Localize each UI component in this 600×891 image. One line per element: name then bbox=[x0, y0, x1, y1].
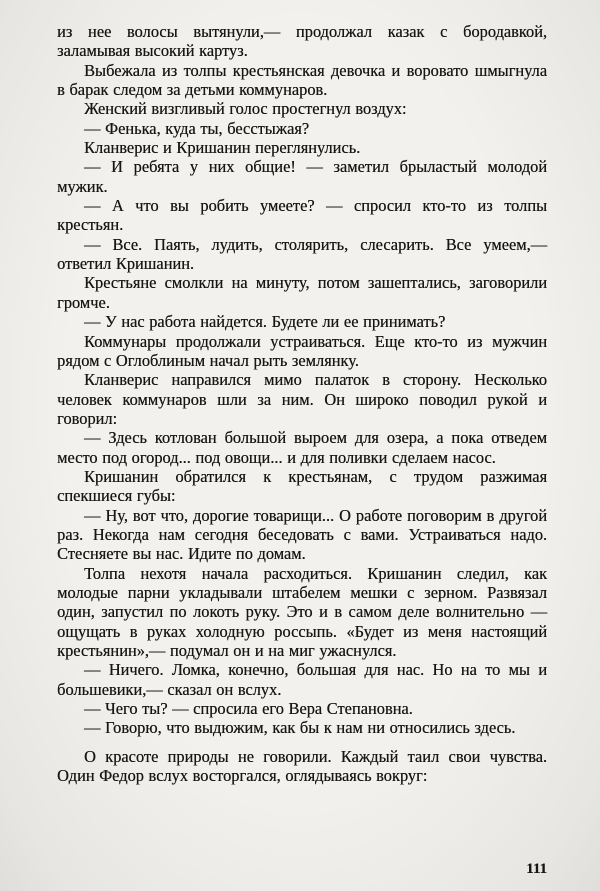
paragraph: — Фенька, куда ты, бесстыжая? bbox=[84, 118, 310, 138]
paragraph: из нее волосы вытянули,— продолжал казак с бородавкой, заламывая высокий картуз. bbox=[57, 22, 547, 61]
paragraph: Толпа нехотя начала расходиться. Кришанин следил, как молодые парни укладывали штабелем мешки с зерном. Развязал один, запустил по локоть руку. Это и в самом деле волнительно — ощущать в руках холодную россыпь. «Будет из меня настоящий крестьянин»,— подумал он и на миг ужаснулся. bbox=[57, 563, 547, 660]
text-block bbox=[57, 22, 547, 785]
paragraph: — У нас работа найдется. Будете ли ее принимать? bbox=[84, 312, 446, 332]
paragraph: Кланверис направился мимо палаток в сторону. Несколько человек коммунаров шли за ним. Он широко поводил рукой и говорил: bbox=[57, 370, 547, 428]
paragraph: Женский визгливый голос простегнул воздух: bbox=[84, 99, 407, 119]
paragraph: — Все. Паять, лудить, столярить, слесарить. Все умеем,— ответил Кришанин. bbox=[57, 234, 547, 274]
paragraph: — Чего ты? — спросила его Вера Степановна. bbox=[84, 699, 413, 719]
paragraph: Коммунары продолжали устраиваться. Еще кто-то из мужчин рядом с Оглоблиным начал рыть землянку. bbox=[57, 331, 547, 370]
paragraph: Крестьяне смолкли на минуту, потом зашептались, заговорили громче. bbox=[57, 273, 547, 312]
paragraph: — Здесь котлован большой выроем для озера, а пока отведем место под огород... под овощи... и для поливки сделаем насос. bbox=[57, 428, 547, 467]
page-number: 111 bbox=[526, 861, 547, 877]
paragraph: О красоте природы не говорили. Каждый таил свои чувства. Один Федор вслух восторгался, оглядываясь вокруг: bbox=[57, 746, 547, 786]
paragraph: — А что вы робить умеете? — спросил кто-то из толпы крестьян. bbox=[57, 196, 547, 235]
paragraph: Кланверис и Кришанин переглянулись. bbox=[84, 138, 361, 158]
paragraph: — Ничего. Ломка, конечно, большая для нас. Но на то мы и большевики,— сказал он вслух. bbox=[57, 660, 547, 699]
paragraph: Кришанин обратился к крестьянам, с трудом разжимая спекшиеся губы: bbox=[57, 466, 547, 506]
paragraph: Выбежала из толпы крестьянская девочка и воровато шмыгнула в барак следом за детьми коммунаров. bbox=[57, 60, 547, 100]
paragraph: — И ребята у них общие! — заметил брыластый молодой мужик. bbox=[57, 157, 547, 196]
paragraph: — Ну, вот что, дорогие товарищи... О работе поговорим в другой раз. Некогда нам сегодня беседовать с вами. Устраиваться надо. Стесняете вы нас. Идите по домам. bbox=[57, 505, 547, 564]
paragraph: — Говорю, что выдюжим, как бы к нам ни относились здесь. bbox=[84, 718, 516, 738]
